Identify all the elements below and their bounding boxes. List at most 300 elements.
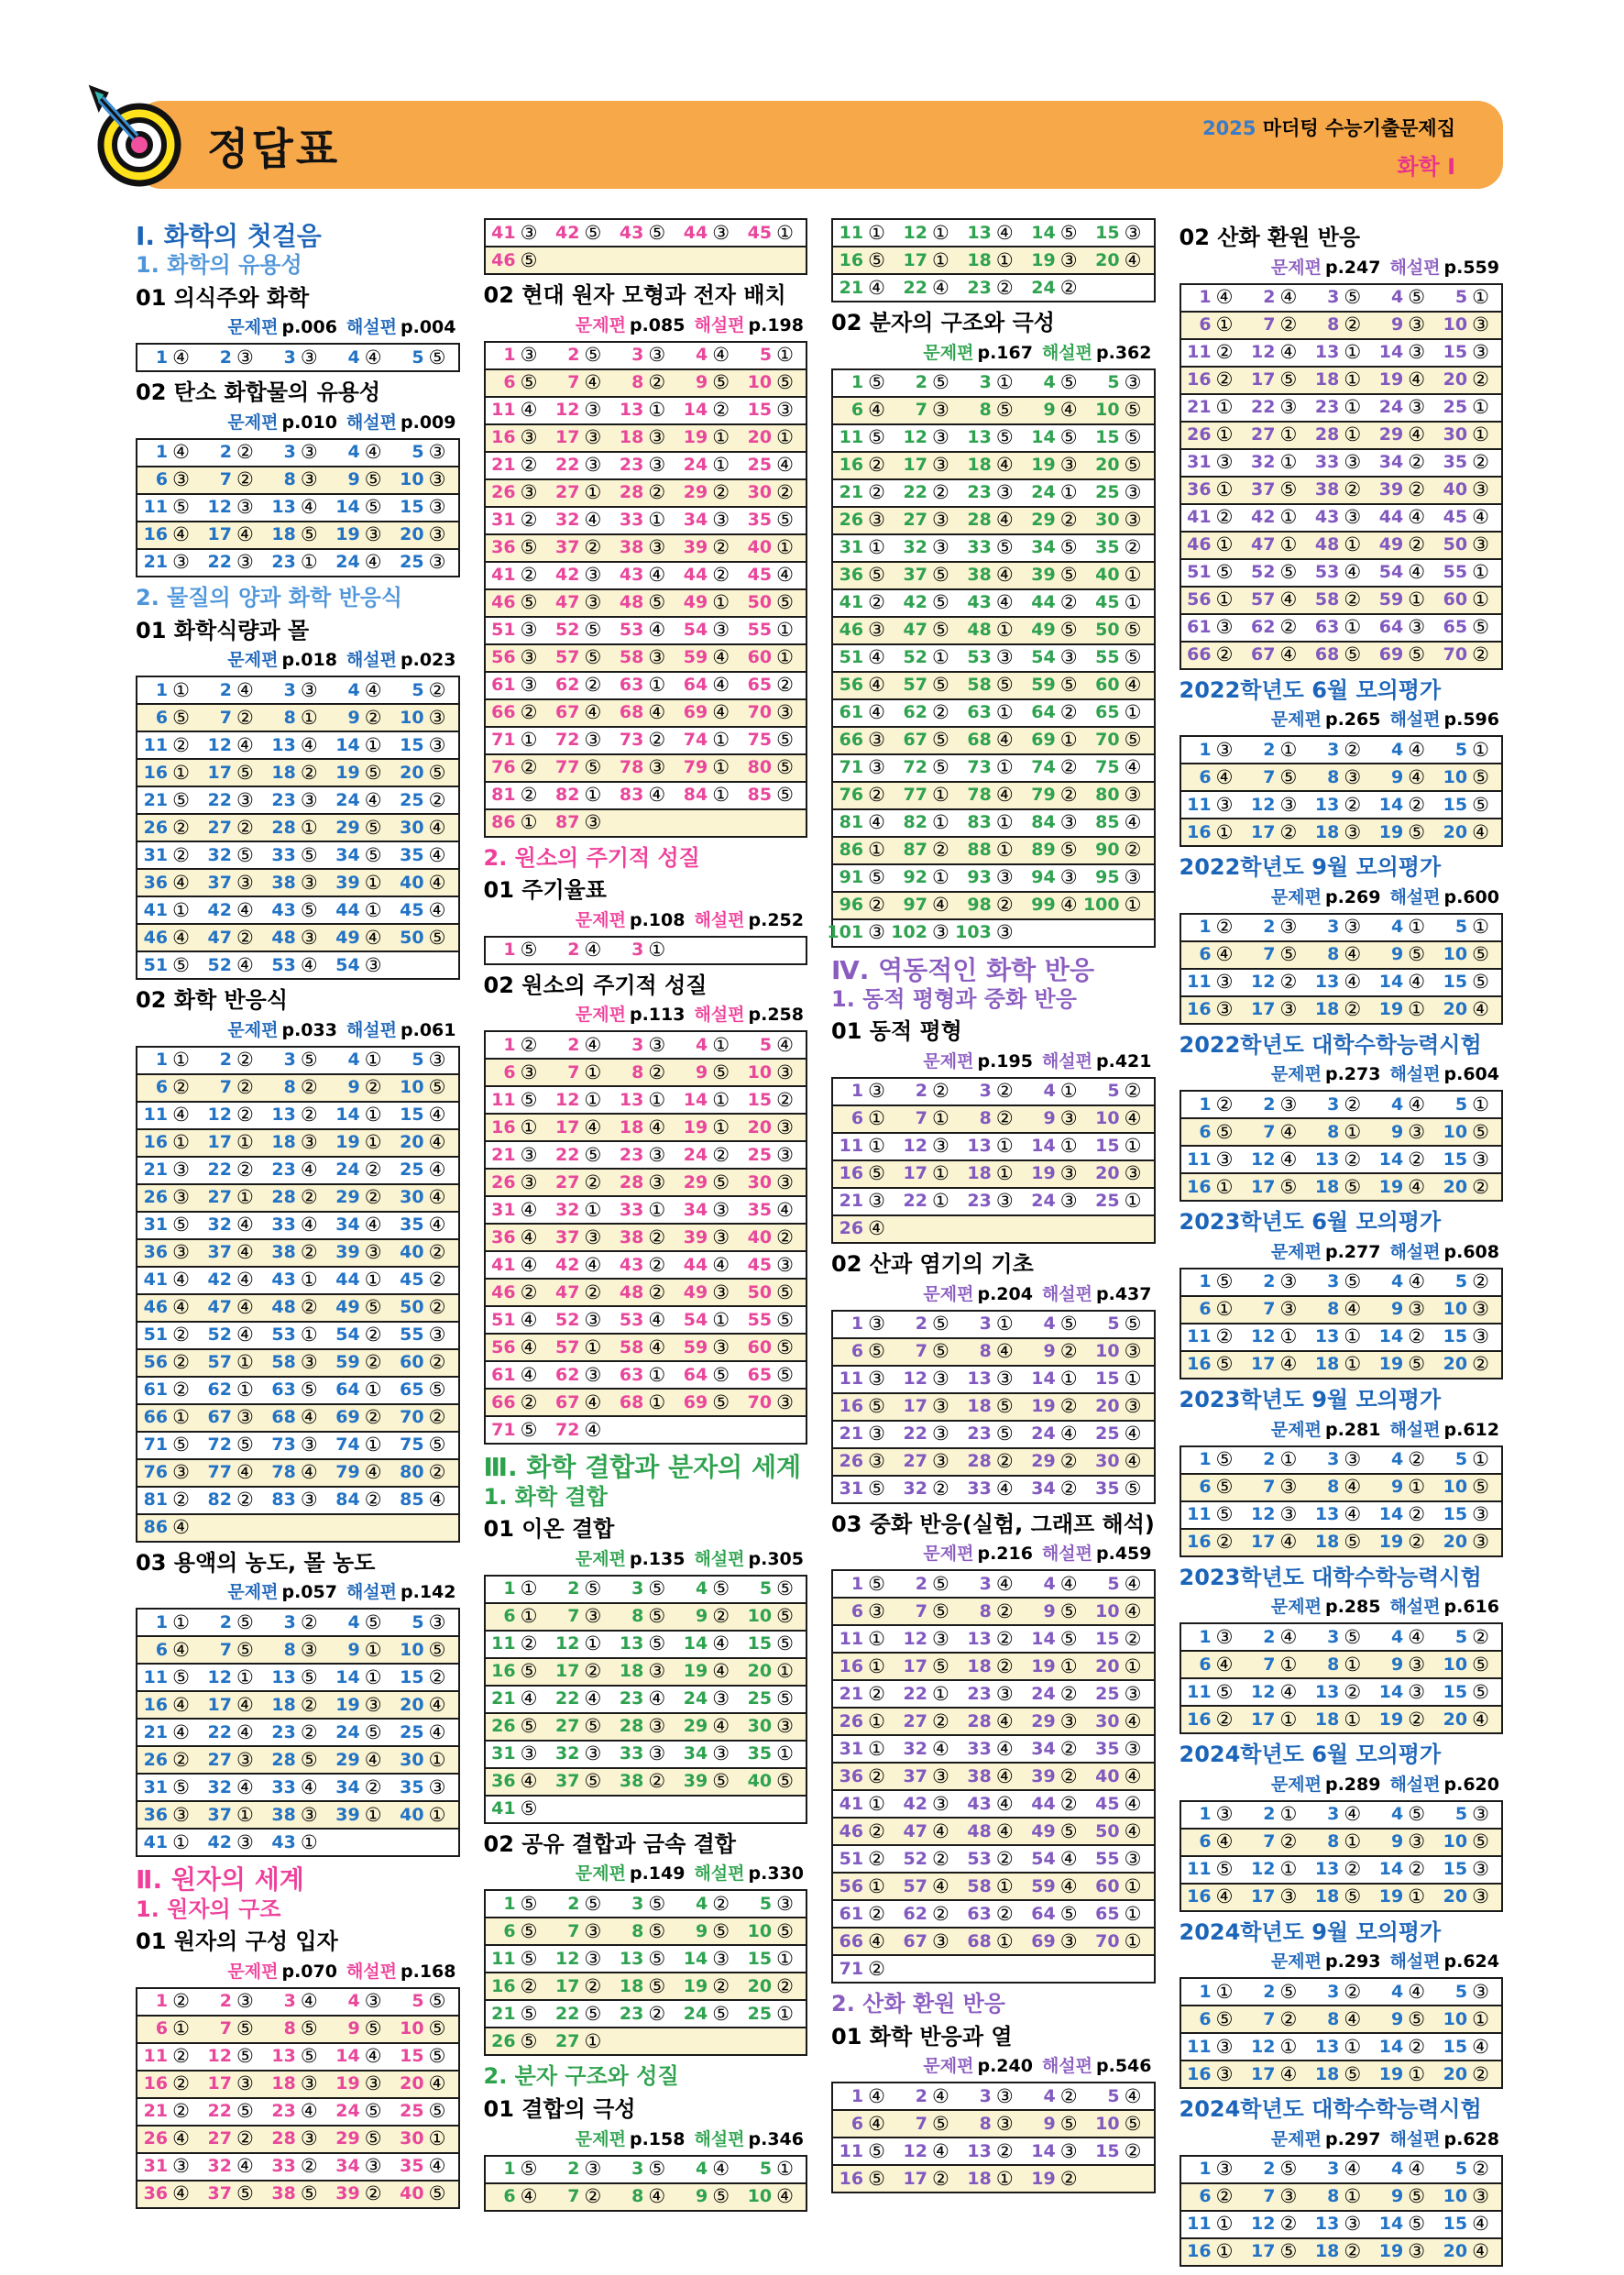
question-number: 1 xyxy=(503,1034,516,1055)
answer-choice: ⑤ xyxy=(931,619,949,642)
answer-choice: ④ xyxy=(428,816,446,839)
question-number: 10 xyxy=(1443,2008,1468,2029)
table-row xyxy=(1181,421,1502,448)
answer-cell xyxy=(549,221,613,244)
question-number: 16 xyxy=(1187,1532,1212,1553)
answer-cell xyxy=(1026,1627,1090,1650)
answer-cell xyxy=(961,1929,1026,1952)
answer-choice: ④ xyxy=(1408,506,1426,529)
question-number: 2 xyxy=(915,2085,927,2106)
answer-cell xyxy=(394,2102,458,2121)
answer-choice: ④ xyxy=(931,2084,949,2107)
question-number: 9 xyxy=(1391,1831,1404,1852)
answer-cell xyxy=(1245,535,1309,555)
answer-cell xyxy=(1245,1860,1309,1879)
answer-choice: ③ xyxy=(300,1803,318,1826)
problem-book-label: 문제편 xyxy=(1270,257,1322,278)
answer-cell xyxy=(677,1744,741,1764)
answer-cell xyxy=(137,1325,202,1345)
question-number: 9 xyxy=(1391,1299,1404,1320)
answer-cell xyxy=(1309,1805,1373,1824)
answer-choice: ② xyxy=(995,1450,1014,1473)
answer-cell xyxy=(1245,820,1309,843)
question-number: 29 xyxy=(335,1187,360,1208)
answer-choice: ② xyxy=(995,276,1014,299)
question-number: 24 xyxy=(335,552,360,573)
answer-choice: ① xyxy=(172,1610,190,1633)
answer-choice: ② xyxy=(300,1610,318,1633)
answer-cell xyxy=(486,1033,550,1056)
answer-cell xyxy=(549,1253,613,1276)
answer-cell xyxy=(613,1919,677,1942)
question-number: 1 xyxy=(503,1893,516,1914)
answer-cell xyxy=(1026,621,1090,640)
answer-choice: ② xyxy=(428,1296,446,1319)
answer-choice: ⑤ xyxy=(1408,943,1426,966)
answer-choice: ⑤ xyxy=(931,564,949,587)
answer-cell xyxy=(1309,1355,1373,1374)
answer-choice: ⑤ xyxy=(236,2017,254,2040)
answer-choice: ① xyxy=(1344,368,1362,391)
answer-cell xyxy=(677,2160,741,2179)
answer-cell xyxy=(202,1105,266,1125)
question-number: 32 xyxy=(555,510,580,531)
answer-choice: ④ xyxy=(520,1225,538,1248)
answer-choice: ① xyxy=(1344,1830,1362,1853)
page-reference xyxy=(136,409,456,434)
answer-choice: ③ xyxy=(1279,1093,1298,1116)
answer-cell xyxy=(266,1720,330,1743)
answer-choice: ④ xyxy=(428,1104,446,1127)
answer-choice: ② xyxy=(236,1104,254,1127)
answer-choice: ④ xyxy=(1059,1423,1078,1445)
answer-cell xyxy=(1373,2187,1437,2206)
answer-cell xyxy=(1437,1000,1501,1019)
answer-cell xyxy=(677,1033,741,1056)
answer-cell xyxy=(741,1974,806,1997)
answer-cell xyxy=(961,758,1026,777)
answer-choice: ③ xyxy=(1124,866,1142,889)
answer-choice: ① xyxy=(1344,341,1362,364)
answer-cell xyxy=(1437,1625,1501,1648)
answer-choice: ④ xyxy=(1279,1680,1298,1703)
question-number: 34 xyxy=(683,510,708,531)
table-row xyxy=(833,2083,1154,2109)
question-number: 58 xyxy=(271,1352,296,1373)
answer-cell xyxy=(1437,508,1501,527)
question-number: 19 xyxy=(683,1661,708,1682)
question-number: 11 xyxy=(491,1633,516,1654)
answer-choice: ⑤ xyxy=(1124,399,1142,422)
table-row xyxy=(137,813,458,841)
answer-cell xyxy=(266,678,330,701)
answer-cell xyxy=(741,1919,806,1942)
answer-choice: ④ xyxy=(236,1241,254,1264)
answer-choice: ① xyxy=(868,1135,885,1158)
table-row xyxy=(137,1376,458,1403)
question-number: 6 xyxy=(1199,766,1212,787)
answer-choice: ③ xyxy=(584,2158,602,2181)
table-row xyxy=(486,1602,807,1630)
answer-cell xyxy=(897,1792,961,1815)
question-number: 64 xyxy=(1378,617,1404,638)
answer-table xyxy=(831,1569,1156,1984)
question-number: 4 xyxy=(1391,1626,1404,1647)
answer-cell xyxy=(549,1033,613,1056)
answer-choice: ② xyxy=(236,1049,254,1072)
answer-choice: ② xyxy=(1215,368,1234,391)
question-number: 53 xyxy=(1314,562,1340,583)
answer-cell xyxy=(1437,1860,1501,1879)
answer-cell xyxy=(897,1902,961,1925)
answer-cell xyxy=(833,1572,897,1595)
question-number: 83 xyxy=(271,1489,296,1511)
answer-table xyxy=(1180,1445,1504,1557)
answer-choice: ③ xyxy=(1059,811,1078,834)
question-number: 19 xyxy=(1378,2241,1404,2262)
question-number: 20 xyxy=(1095,1163,1120,1184)
question-number: 35 xyxy=(1095,1738,1120,1759)
solution-book-label: 해설편 xyxy=(1389,1774,1441,1795)
answer-cell xyxy=(137,1803,202,1826)
answer-choice: ⑤ xyxy=(520,248,538,271)
question-number: 55 xyxy=(1095,1848,1120,1869)
question-number: 12 xyxy=(207,1105,232,1126)
answer-cell xyxy=(394,898,458,921)
table-row xyxy=(833,2137,1154,2164)
answer-choice: ① xyxy=(995,1135,1014,1158)
answer-cell xyxy=(486,1634,550,1654)
question-number: 16 xyxy=(839,249,864,270)
question-number: 14 xyxy=(1378,342,1404,363)
answer-cell xyxy=(1245,288,1309,307)
answer-choice: ④ xyxy=(712,344,730,367)
answer-cell xyxy=(897,276,961,299)
answer-choice: ③ xyxy=(648,1660,666,1683)
answer-choice: ③ xyxy=(300,2127,318,2150)
problem-book-page: p.006 xyxy=(281,317,337,338)
answer-cell xyxy=(1181,2035,1245,2058)
answer-choice: ① xyxy=(1215,423,1234,446)
question-number: 36 xyxy=(491,1226,516,1247)
answer-choice: ④ xyxy=(1124,811,1142,834)
answer-cell xyxy=(486,1744,550,1764)
question-number: 70 xyxy=(747,1391,773,1412)
table-row xyxy=(137,1073,458,1101)
question-number: 70 xyxy=(1095,730,1120,751)
question-number: 16 xyxy=(1187,821,1212,842)
answer-cell xyxy=(897,1819,961,1842)
question-number: 18 xyxy=(1314,1886,1340,1907)
answer-choice: ⑤ xyxy=(1472,1830,1489,1853)
answer-cell xyxy=(394,2019,458,2039)
answer-choice: ② xyxy=(1059,701,1078,724)
question-number: 78 xyxy=(619,757,644,778)
table-row xyxy=(137,1486,458,1513)
question-number: 62 xyxy=(903,1903,927,1924)
answer-cell xyxy=(961,2112,1026,2135)
answer-cell xyxy=(394,1775,458,1798)
answer-choice: ⑤ xyxy=(236,1638,254,1661)
answer-choice: ② xyxy=(1124,536,1142,559)
answer-cell xyxy=(961,786,1026,805)
answer-cell xyxy=(897,1654,961,1677)
answer-cell xyxy=(330,1133,394,1152)
answer-cell xyxy=(1245,453,1309,472)
question-number: 8 xyxy=(1327,1121,1340,1142)
answer-choice: ② xyxy=(1215,1531,1234,1554)
answer-cell xyxy=(613,1607,677,1626)
question-number: 80 xyxy=(400,1462,424,1483)
question-number: 3 xyxy=(979,1313,992,1335)
answer-cell xyxy=(486,1418,550,1441)
answer-cell xyxy=(1181,1505,1245,1524)
question-number: 10 xyxy=(400,469,424,490)
answer-choice: ② xyxy=(868,1819,885,1842)
table-row xyxy=(137,1513,458,1541)
answer-choice: ④ xyxy=(1408,1980,1426,2003)
question-number: 46 xyxy=(143,1297,169,1318)
table-row xyxy=(137,440,458,466)
answer-cell xyxy=(202,1050,266,1070)
answer-table xyxy=(1180,1622,1504,1734)
answer-cell xyxy=(1090,621,1154,640)
question-number: 62 xyxy=(555,675,580,696)
answer-cell xyxy=(741,1390,806,1413)
answer-choice: ② xyxy=(520,756,538,779)
question-number: 62 xyxy=(903,702,927,723)
question-number: 13 xyxy=(1314,342,1340,363)
answer-cell xyxy=(613,1033,677,1056)
question-number: 62 xyxy=(207,1379,232,1401)
table-row xyxy=(137,1156,458,1183)
answer-choice: ① xyxy=(364,1049,382,1072)
answer-cell xyxy=(613,1063,677,1083)
answer-cell xyxy=(1090,566,1154,585)
question-number: 42 xyxy=(903,1793,927,1814)
answer-cell xyxy=(1373,1533,1437,1552)
answer-choice: ② xyxy=(1472,1270,1489,1293)
answer-cell xyxy=(330,1325,394,1345)
answer-table xyxy=(136,438,460,577)
answer-cell xyxy=(394,498,458,517)
table-row xyxy=(833,1844,1154,1872)
answer-cell xyxy=(961,456,1026,475)
answer-choice: ④ xyxy=(648,1116,666,1138)
question-number: 59 xyxy=(1031,675,1056,696)
answer-cell xyxy=(137,1298,202,1317)
table-row xyxy=(486,1113,807,1140)
question-number: 34 xyxy=(1378,452,1404,473)
question-number: 16 xyxy=(1187,2241,1212,2262)
answer-cell xyxy=(613,731,677,750)
answer-choice: ⑤ xyxy=(1344,1270,1362,1293)
table-row xyxy=(833,1337,1154,1365)
answer-cell xyxy=(394,348,458,368)
answer-cell xyxy=(1026,896,1090,915)
page-reference xyxy=(484,1545,805,1570)
answer-choice: ③ xyxy=(520,646,538,669)
question-number: 15 xyxy=(1095,1136,1120,1157)
answer-cell xyxy=(827,921,897,944)
answer-choice: ⑤ xyxy=(364,496,382,519)
question-number: 68 xyxy=(619,1391,644,1412)
answer-choice: ② xyxy=(1408,1858,1426,1881)
answer-table xyxy=(1180,1268,1504,1379)
answer-choice: ④ xyxy=(428,1131,446,1154)
answer-cell xyxy=(394,1105,458,1125)
table-row xyxy=(833,220,1154,246)
answer-choice: ① xyxy=(776,221,794,244)
answer-cell xyxy=(330,525,394,544)
answer-choice: ⑤ xyxy=(776,1770,794,1793)
question-number: 4 xyxy=(1391,287,1404,308)
question-number: 7 xyxy=(219,1639,232,1660)
answer-choice: ① xyxy=(300,1324,318,1346)
answer-choice: ② xyxy=(1059,1764,1078,1787)
question-number: 5 xyxy=(759,2159,773,2180)
answer-cell xyxy=(1437,2242,1501,2261)
answer-choice: ① xyxy=(712,756,730,779)
question-number: 7 xyxy=(915,2113,927,2134)
solution-book-label: 해설편 xyxy=(694,1005,745,1026)
question-number: 6 xyxy=(503,1606,516,1627)
answer-cell xyxy=(137,470,202,489)
answer-cell xyxy=(1026,276,1090,299)
answer-cell xyxy=(833,1137,897,1156)
answer-cell xyxy=(1181,1710,1245,1730)
question-number: 52 xyxy=(903,647,927,668)
answer-cell xyxy=(961,1479,1026,1499)
answer-cell xyxy=(1437,1327,1501,1346)
answer-cell xyxy=(1026,401,1090,420)
table-row xyxy=(137,1183,458,1211)
question-number: 25 xyxy=(400,1159,424,1181)
answer-cell xyxy=(266,2102,330,2121)
answer-cell xyxy=(833,276,897,299)
answer-choice: ② xyxy=(584,674,602,697)
question-number: 45 xyxy=(400,1269,424,1291)
answer-cell xyxy=(330,2184,394,2204)
answer-cell xyxy=(897,1192,961,1211)
answer-cell xyxy=(202,1992,266,2011)
answer-cell xyxy=(549,2187,613,2206)
answer-choice: ④ xyxy=(428,1489,446,1511)
question-number: 33 xyxy=(271,1776,296,1797)
answer-cell xyxy=(394,678,458,701)
question-number: 41 xyxy=(839,592,864,613)
question-number: 3 xyxy=(1327,739,1340,760)
answer-cell xyxy=(613,1198,677,1221)
answer-cell xyxy=(1437,453,1501,472)
question-number: 102 xyxy=(891,922,927,943)
answer-cell xyxy=(266,926,330,949)
section-title: 01 동적 평형 xyxy=(831,1018,962,1045)
answer-cell xyxy=(1309,738,1373,761)
answer-cell xyxy=(891,921,961,944)
table-row xyxy=(833,1734,1154,1762)
answer-choice: ⑤ xyxy=(300,1379,318,1401)
answer-cell xyxy=(1245,1680,1309,1703)
answer-choice: ④ xyxy=(520,1363,538,1386)
answer-cell xyxy=(486,621,550,640)
problem-book-label: 문제편 xyxy=(923,1544,974,1565)
question-number: 5 xyxy=(1107,2085,1120,2106)
question-number: 10 xyxy=(1443,944,1468,965)
question-number: 22 xyxy=(207,2101,232,2122)
answer-cell xyxy=(1181,1355,1245,1374)
solution-book-label: 해설편 xyxy=(1389,1419,1441,1440)
answer-cell xyxy=(394,1298,458,1317)
table-row xyxy=(137,1321,458,1348)
question-number: 16 xyxy=(143,762,169,783)
answer-cell xyxy=(833,1682,897,1705)
answer-cell xyxy=(961,813,1026,832)
answer-cell xyxy=(833,401,897,420)
answer-choice: ① xyxy=(428,2127,446,2150)
answer-choice: ④ xyxy=(300,1775,318,1798)
answer-cell xyxy=(1373,1300,1437,1319)
answer-choice: ④ xyxy=(584,1253,602,1276)
answer-choice: ④ xyxy=(1279,341,1298,364)
question-number: 8 xyxy=(631,372,644,393)
question-number: 20 xyxy=(400,2073,424,2094)
table-row xyxy=(1181,476,1502,503)
answer-cell xyxy=(1090,1479,1154,1499)
answer-choice: ② xyxy=(1408,1531,1426,1554)
answer-cell xyxy=(613,221,677,244)
answer-cell xyxy=(1245,1120,1309,1143)
question-number: 34 xyxy=(683,1199,708,1220)
answer-choice: ④ xyxy=(584,371,602,394)
answer-choice: ① xyxy=(364,898,382,921)
answer-cell xyxy=(137,525,202,544)
answer-choice: ⑤ xyxy=(868,2139,885,2162)
question-number: 23 xyxy=(967,1423,992,1445)
answer-cell xyxy=(202,1610,266,1633)
answer-table xyxy=(136,1046,460,1543)
answer-cell xyxy=(1309,425,1373,445)
answer-cell xyxy=(1373,820,1437,843)
table-row xyxy=(137,841,458,868)
answer-choice: ① xyxy=(776,426,794,449)
answer-choice: ④ xyxy=(364,346,382,368)
answer-choice: ③ xyxy=(172,1803,190,1826)
answer-cell xyxy=(961,868,1026,887)
question-number: 8 xyxy=(1327,2008,1340,2029)
answer-cell xyxy=(394,1463,458,1482)
answer-cell xyxy=(677,1198,741,1221)
answer-choice: ① xyxy=(1124,1874,1142,1897)
question-number: 6 xyxy=(155,1077,169,1098)
question-number: 14 xyxy=(1378,1504,1404,1525)
answer-cell xyxy=(897,731,961,750)
table-row xyxy=(833,1624,1154,1652)
answer-cell xyxy=(1026,1819,1090,1842)
answer-choice: ③ xyxy=(868,1368,885,1390)
answer-choice: ③ xyxy=(648,1742,666,1765)
answer-cell xyxy=(1373,1710,1437,1730)
answer-cell xyxy=(549,373,613,392)
answer-cell xyxy=(677,731,741,750)
answer-cell xyxy=(549,1225,613,1248)
answer-cell xyxy=(1181,288,1245,307)
answer-cell xyxy=(961,248,1026,271)
problem-book-label: 문제편 xyxy=(227,1582,279,1603)
answer-choice: ① xyxy=(776,2158,794,2181)
page-reference xyxy=(484,1001,805,1026)
answer-choice: ③ xyxy=(1408,313,1426,336)
